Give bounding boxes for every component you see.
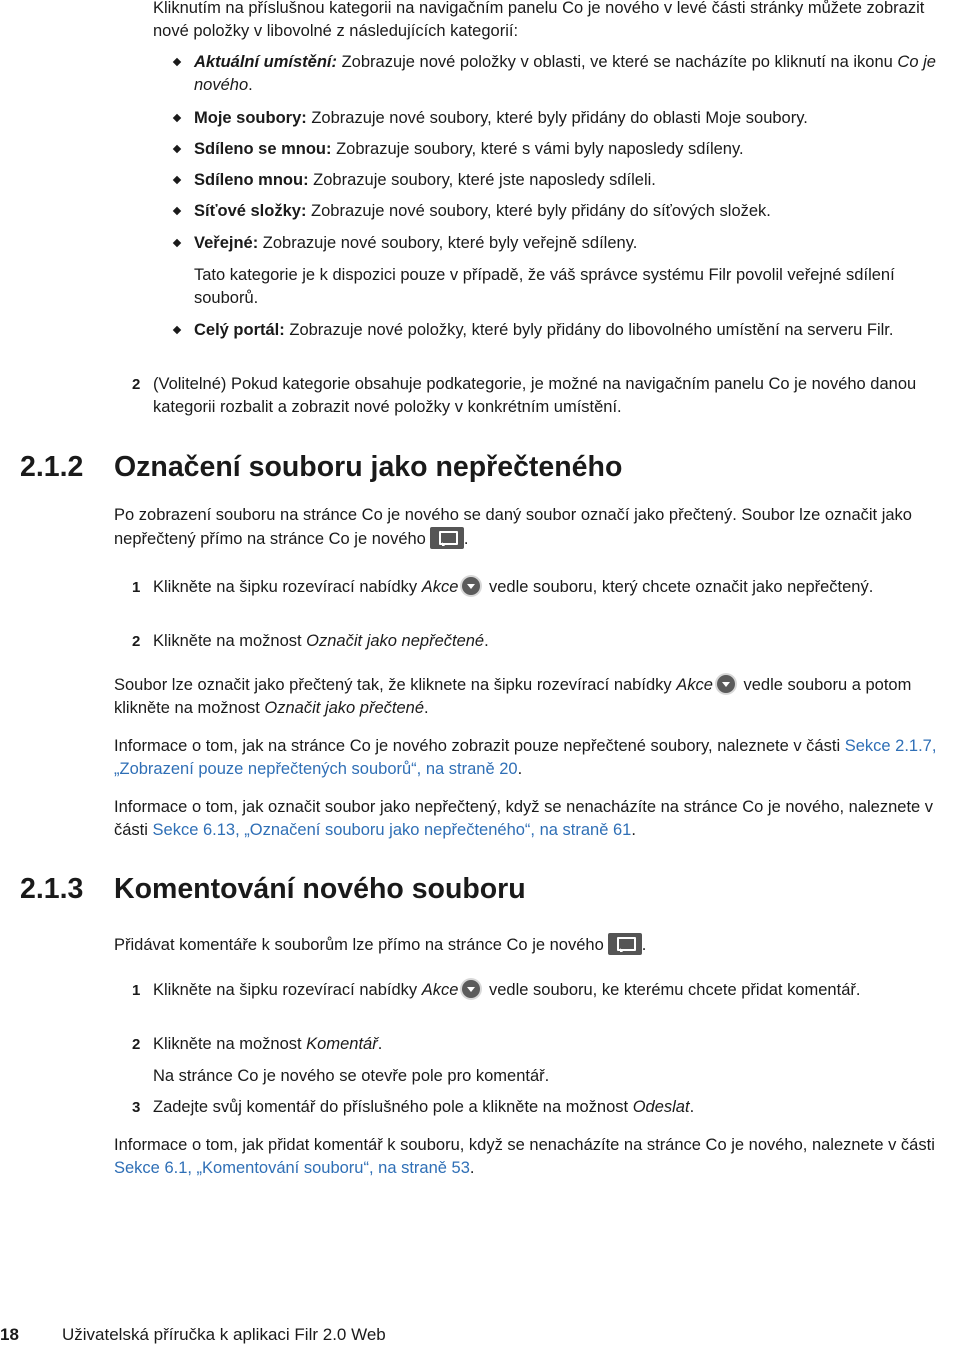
dropdown-arrow-icon[interactable]: [462, 980, 480, 998]
step-click-actions-arrow-comment: 1 Klikněte na šipku rozevírací nabídky Akce vedle souboru, ke kterému chcete přidat komentář.: [132, 981, 861, 999]
step-mark-unread: 2 Klikněte na možnost Označit jako nepřečtené.: [132, 632, 489, 650]
page-footer: [0, 1323, 386, 1347]
intro-paragraph: Kliknutím na příslušnou kategorii na navigačním panelu Co je nového v levé části stránky můžete zobrazit nové položky v libovolné z následujících kategorií:: [153, 0, 925, 40]
mark-read-paragraph: Soubor lze označit jako přečtený tak, že kliknete na šipku rozevírací nabídky Akce vedle souboru a potom klikněte na možnost Označit jako přečtené.: [114, 676, 912, 717]
dropdown-arrow-icon[interactable]: [462, 577, 480, 595]
section-heading-213: 2.1.3 Komentování nového souboru: [20, 873, 526, 905]
list-item-shared-with-me: Sdíleno se mnou: Zobrazuje soubory, které s vámi byly naposledy sdíleny.: [174, 138, 960, 161]
section-213-intro: Přidávat komentáře k souborům lze přímo na stránce Co je nového .: [114, 933, 960, 957]
page-number: 18: [0, 1325, 19, 1344]
list-item-net-folders: Síťové složky: Zobrazuje nové soubory, které byly přidány do síťových složek.: [174, 200, 960, 223]
step-click-comment: 2 Klikněte na možnost Komentář.: [132, 1035, 383, 1053]
comment-icon[interactable]: [608, 933, 642, 955]
list-item-shared-by-me: Sdíleno mnou: Zobrazuje soubory, které jste naposledy sdíleli.: [174, 169, 960, 192]
section-heading-212: 2.1.2 Označení souboru jako nepřečteného: [20, 451, 623, 483]
step-enter-comment: 3 Zadejte svůj komentář do příslušného pole a klikněte na možnost Odeslat.: [132, 1098, 695, 1116]
footer-title: Uživatelská příručka k aplikaci Filr 2.0 Web: [62, 1325, 386, 1344]
step-expand-category: 2 (Volitelné) Pokud kategorie obsahuje podkategorie, je možné na navigačním panelu Co je nového danou kategorii rozbalit a zobrazit nové položky v konkrétním umístění.: [132, 375, 917, 416]
link-section-6-13[interactable]: Sekce 6.13, „Označení souboru jako nepřečteného“, na straně 61: [152, 821, 632, 839]
unread-only-reference: Informace o tom, jak na stránce Co je nového zobrazit pouze nepřečtené soubory, naleznete v části Sekce 2.1.7, „Zobrazení pouze nepřečtených souborů“, na straně 20.: [114, 737, 937, 778]
public-note: Tato kategorie je k dispozici pouze v případě, že váš správce systému Filr povolil veřejné sdílení souborů.: [194, 266, 895, 307]
link-section-6-1[interactable]: Sekce 6.1, „Komentování souboru“, na straně 53: [114, 1159, 470, 1177]
list-item-current-location: Aktuální umístění: Zobrazuje nové položky v oblasti, ve které se nacházíte po kliknutí na ikonu Co je nového.: [174, 51, 960, 97]
mark-unread-reference: Informace o tom, jak označit soubor jako nepřečtený, když se nenacházíte na stránce Co je nového, naleznete v části Sekce 6.13, „Označení souboru jako nepřečteného“, na straně 61.: [114, 798, 934, 839]
step-click-actions-arrow: 1 Klikněte na šipku rozevírací nabídky Akce vedle souboru, který chcete označit jako nepřečtený.: [132, 578, 874, 596]
comment-icon[interactable]: [430, 527, 464, 549]
comment-field-note: Na stránce Co je nového se otevře pole pro komentář.: [153, 1067, 550, 1085]
list-item-public: Veřejné: Zobrazuje nové soubory, které byly veřejně sdíleny.: [174, 232, 960, 255]
list-item-whole-portal: Celý portál: Zobrazuje nové položky, které byly přidány do libovolného umístění na serveru Filr.: [174, 319, 960, 342]
link-section-2-1-7[interactable]: Sekce 2.1.7, „Zobrazení pouze nepřečtených souborů“, na straně 20: [114, 737, 937, 778]
list-item-my-files: Moje soubory: Zobrazuje nové soubory, které byly přidány do oblasti Moje soubory.: [174, 107, 960, 130]
section-212-intro: Po zobrazení souboru na stránce Co je nového se daný soubor označí jako přečtený. Soubor lze označit jako nepřečtený přímo na stránce Co je nového .: [114, 506, 912, 548]
comment-reference: Informace o tom, jak přidat komentář k souboru, když se nenacházíte na stránce Co je nového, naleznete v části Sekce 6.1, „Komentování souboru“, na straně 53.: [114, 1136, 935, 1177]
dropdown-arrow-icon[interactable]: [717, 675, 735, 693]
